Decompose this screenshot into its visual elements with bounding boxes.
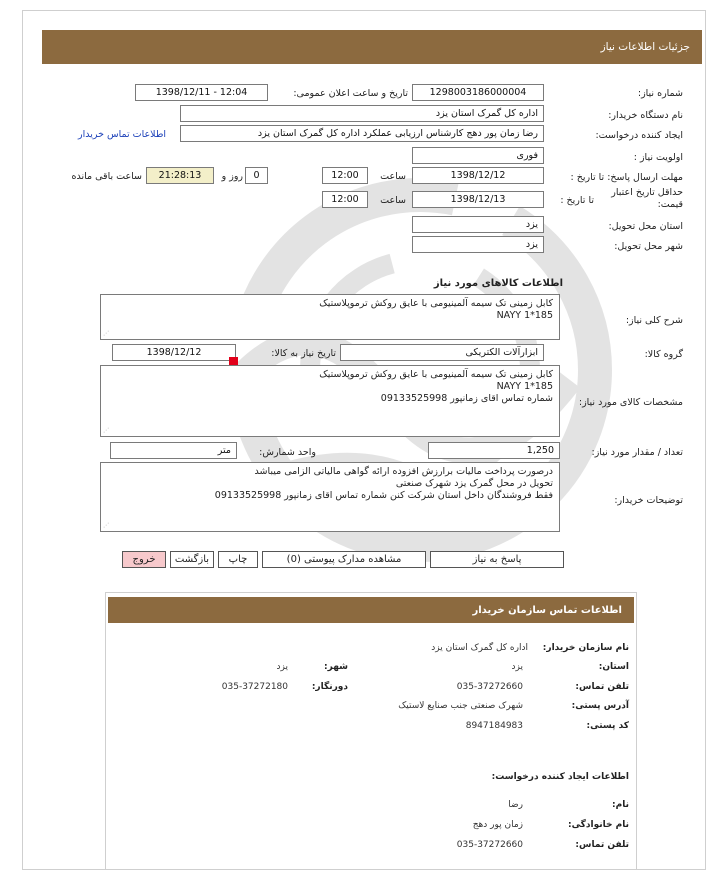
buyer-contact-link[interactable]: اطلاعات تماس خریدار — [78, 129, 167, 140]
time-remaining-field: 21:28:13 — [146, 167, 214, 184]
deadline-date-field: 1398/12/12 — [412, 167, 544, 184]
contact-panel-header — [108, 597, 634, 623]
qty-field: 1,250 — [428, 442, 560, 459]
resize-grip-icon[interactable]: ⋰ — [103, 522, 109, 529]
buyer-org-field: اداره کل گمرک استان یزد — [180, 105, 544, 122]
creator-last-name-label: نام خانوادگی: — [567, 820, 629, 830]
unit-label: واحد شمارش: — [259, 447, 316, 458]
need-number-field: 1298003186000004 — [412, 84, 544, 101]
buyer-contact-panel — [105, 592, 637, 870]
min-validity-label-1: حداقل تاریخ اعتبار — [611, 187, 683, 198]
back-button[interactable]: بازگشت — [170, 551, 214, 568]
need-number-label: شماره نیاز: — [637, 88, 683, 99]
days-label: روز و — [221, 171, 243, 182]
creator-label: ایجاد کننده درخواست: — [595, 130, 683, 141]
contact-fax-value: 035-37272180 — [221, 682, 288, 692]
deadline-time-label: ساعت — [380, 171, 406, 182]
spec-line-1: کابل زمینی تک سیمه آلمینیومی با عایق روکش ترموپلاستیک — [319, 369, 553, 380]
print-button[interactable]: چاپ — [218, 551, 258, 568]
buyer-notes-line-3: فقط فروشندگان داخل استان شرکت کنن شماره تماس اقای زمانپور 09133525998 — [214, 490, 553, 501]
spec-line-2: NAYY 1*185 — [496, 381, 553, 392]
priority-field: فوری — [412, 147, 544, 164]
contact-phone-label: تلفن تماس: — [575, 682, 629, 692]
buyer-notes-label: توضیحات خریدار: — [614, 495, 683, 506]
contact-city-label: شهر: — [324, 662, 348, 672]
contact-fax-label: دورنگار: — [311, 682, 348, 692]
need-date-label: تاریخ نیاز به کالا: — [271, 348, 336, 359]
creator-field: رضا زمان پور دهج کارشناس ارزیابی عملکرد اداره کل گمرک استان یزد — [180, 125, 544, 142]
validity-to-date-label: تا تاریخ : — [560, 195, 594, 206]
contact-address-value: شهرک صنعتی جنب صنایع لاستیک — [398, 701, 523, 711]
deadline-label: مهلت ارسال پاسخ: تا تاریخ : — [570, 172, 683, 183]
creator-first-name-value: رضا — [508, 800, 523, 810]
goods-section-title: اطلاعات کالاهای مورد نیاز — [433, 278, 563, 289]
qty-label: تعداد / مقدار مورد نیاز: — [591, 447, 683, 458]
general-desc-label: شرح کلی نیاز: — [625, 315, 683, 326]
delivery-province-label: استان محل تحویل: — [608, 221, 683, 232]
exit-button[interactable]: خروج — [122, 551, 166, 568]
buyer-notes-line-1: درصورت پرداخت مالیات برارزش افزوده ارائه گواهی مالیاتی الزامی میباشد — [254, 466, 553, 477]
page-title: جزئیات اطلاعات نیاز — [600, 41, 690, 53]
creator-last-name-value: زمان پور دهج — [472, 820, 523, 830]
resize-grip-icon[interactable]: ⋰ — [103, 330, 109, 337]
creator-phone-value: 035-37272660 — [456, 840, 523, 850]
priority-label: اولویت نیاز : — [633, 152, 683, 163]
delivery-city-field: یزد — [412, 236, 544, 253]
creator-info-title: اطلاعات ایجاد کننده درخواست: — [491, 772, 629, 782]
creator-first-name-label: نام: — [612, 800, 629, 810]
contact-postal-code-label: کد پستی: — [586, 721, 629, 731]
unit-field: متر — [110, 442, 237, 459]
announce-datetime-field: 1398/12/11 - 12:04 — [135, 84, 268, 101]
resize-grip-icon[interactable]: ⋰ — [103, 427, 109, 434]
view-attachments-button[interactable]: مشاهده مدارک پیوستی (0) — [262, 551, 426, 568]
buyer-notes-textarea — [100, 462, 560, 532]
general-desc-line-1: کابل زمینی تک سیمه آلمینیومی با عایق روکش ترموپلاستیک — [319, 298, 553, 309]
validity-date-field: 1398/12/13 — [412, 191, 544, 208]
contact-phone-value: 035-37272660 — [456, 682, 523, 692]
need-date-field: 1398/12/12 — [112, 344, 236, 361]
deadline-time-field: 12:00 — [322, 167, 368, 184]
goods-group-label: گروه کالا: — [644, 349, 683, 360]
days-remaining-field: 0 — [245, 167, 268, 184]
contact-panel-title: اطلاعات تماس سازمان خریدار — [472, 604, 622, 616]
buyer-notes-line-2: تحویل در محل گمرک یزد شهرک صنعتی — [395, 478, 553, 489]
general-desc-line-2: NAYY 1*185 — [496, 310, 553, 321]
spec-line-3: شماره تماس اقای زمانپور 09133525998 — [380, 393, 553, 404]
announce-label: تاریخ و ساعت اعلان عمومی: — [293, 88, 408, 99]
contact-postal-code-value: 8947184983 — [465, 721, 523, 731]
goods-group-field: ابزارآلات الکتریکی — [340, 344, 544, 361]
spec-textarea — [100, 365, 560, 437]
min-validity-label-2: قیمت: — [657, 199, 683, 210]
delivery-city-label: شهر محل تحویل: — [614, 241, 683, 252]
reply-button[interactable]: پاسخ به نیاز — [430, 551, 564, 568]
spec-label: مشخصات کالای مورد نیاز: — [578, 397, 683, 408]
contact-province-value: یزد — [511, 662, 523, 672]
contact-org-name-label: نام سازمان خریدار: — [542, 643, 629, 653]
buyer-org-label: نام دستگاه خریدار: — [608, 110, 683, 121]
contact-org-name-value: اداره کل گمرک استان یزد — [431, 643, 528, 653]
contact-province-label: استان: — [598, 662, 629, 672]
contact-address-label: آدرس پستی: — [571, 701, 629, 711]
page-header — [42, 30, 702, 64]
time-remaining-label: ساعت باقی مانده — [71, 171, 142, 182]
validity-time-label: ساعت — [380, 195, 406, 206]
contact-city-value: یزد — [276, 662, 288, 672]
general-desc-textarea — [100, 294, 560, 340]
validity-time-field: 12:00 — [322, 191, 368, 208]
creator-phone-label: تلفن تماس: — [575, 840, 629, 850]
delivery-province-field: یزد — [412, 216, 544, 233]
